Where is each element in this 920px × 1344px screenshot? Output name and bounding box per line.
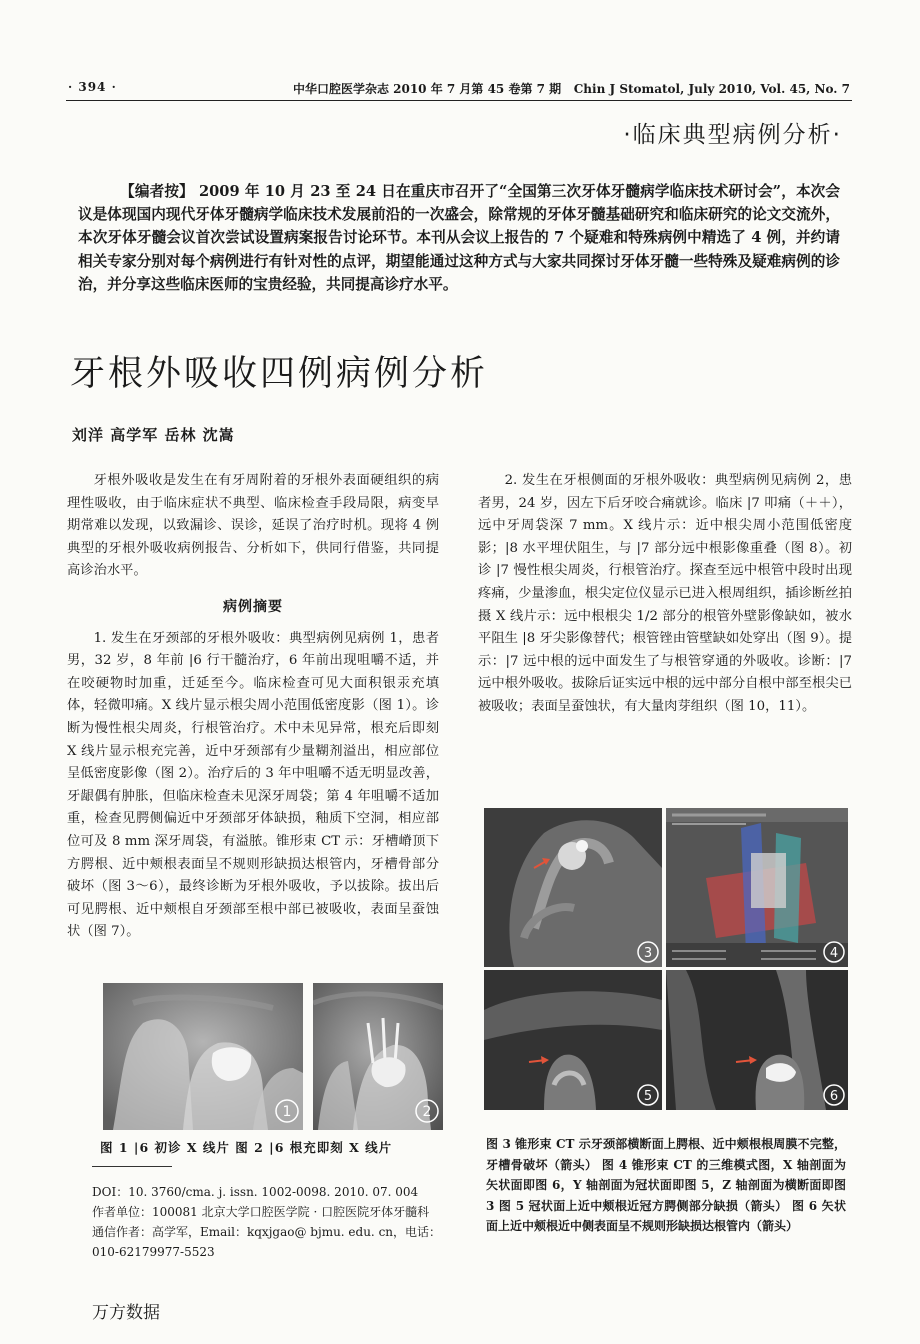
footnote-correspondence: 通信作者：高学军，Email：kqxjgao@ bjmu. edu. cn，电话：010-62179977-5523 xyxy=(92,1225,442,1259)
right-column xyxy=(478,470,852,719)
wanfang-watermark: 万方数据 xyxy=(92,1303,160,1323)
editor-note-label: 【编者按】 xyxy=(120,183,194,200)
figure-2-xray xyxy=(313,983,443,1130)
header-rule xyxy=(66,100,852,101)
figure-1-xray xyxy=(103,983,303,1130)
fig1-number: 1 xyxy=(282,1104,292,1120)
journal-cn: 中华口腔医学杂志 2010 年 7 月第 45 卷第 7 期 xyxy=(292,82,562,96)
figure-4-ct-3d-model xyxy=(666,808,848,967)
figure-3-ct-axial xyxy=(484,808,662,967)
figure-6-ct-sagittal xyxy=(666,970,848,1110)
intro-paragraph: 牙根外吸收是发生在有牙周附着的牙根外表面硬组织的病理性吸收，由于临床症状不典型、临床检查手段局限，病变早期常难以发现，以致漏诊、误诊，延误了治疗时机。现将 4 例典型的牙根外吸收病例报告、分析如下，供同行借鉴，共同提高诊治水平。 xyxy=(67,473,439,579)
fig2-number: 2 xyxy=(422,1104,432,1120)
footnote-affiliation: 作者单位：100081 北京大学口腔医学院 · 口腔医院牙体牙髓科 xyxy=(92,1205,430,1219)
page-number: · 394 · xyxy=(68,80,117,94)
case1-paragraph: 1. 发生在牙颈部的牙根外吸收：典型病例见病例 1，患者男，32 岁，8 年前 |6 行干髓治疗，6 年前出现咀嚼不适，并在咬硬物时加重，迁延至今。临床检查可见大面积银汞充填体，轻微叩痛。X 线片显示根尖周小范围低密度影（图 1）。诊断为慢性根尖周炎，行根管治疗。术中未见异常，根充后即刻 X 线片显示根充完善，近中牙颈部有少量糊剂溢出，相应部位呈低密度影像（图 2）。治疗后的 3 年中咀嚼不适无明显改善，牙龈偶有肿胀，但临床检查未见深牙周袋；第 4 年咀嚼不适加重，检查见腭侧偏近中牙颈部牙体缺损，釉质下空洞，相应部位可及 8 mm 深牙周袋，有溢脓。锥形束 CT 示：牙槽嵴顶下方腭根、近中颊根表面呈不规则形缺损达根管内，牙槽骨部分破坏（图 3～6），最终诊断为牙根外吸收，予以拔除。拔出后可见腭根、近中颊根自牙颈部至根中部已被吸收，表面呈蚕蚀状（图 7）。 xyxy=(67,630,439,940)
editor-note xyxy=(78,180,840,296)
section-tag: ·临床典型病例分析· xyxy=(623,122,842,148)
footnote-doi: DOI：10. 3760/cma. j. issn. 1002-0098. 2010. 07. 004 xyxy=(92,1185,419,1199)
fig4-number: 4 xyxy=(829,946,839,961)
left-column xyxy=(67,470,439,944)
journal-header xyxy=(293,80,850,97)
fig3-number: 3 xyxy=(643,946,653,961)
footnote-rule xyxy=(92,1166,172,1167)
journal-en: Chin J Stomatol, July 2010, Vol. 45, No. 7 xyxy=(573,82,850,96)
case2-paragraph: 2. 发生在牙根侧面的牙根外吸收：典型病例见病例 2，患者男，24 岁，因左下后牙咬合痛就诊。临床 |7 叩痛（＋＋），远中牙周袋深 7 mm。X 线片示：近中根尖周小范围低密度影；|8 水平埋伏阻生，与 |7 部分远中根影像重叠（图 8）。初诊 |7 慢性根尖周炎，行根管治疗。探查至远中根管中段时出现疼痛，少量渗血，根尖定位仪显示已进入根周组织，插诊断丝拍摄 X 线片示：远中根根尖 1/2 部分的根管外壁影像缺如，被水平阻生 |8 牙尖影像替代；根管锉由管壁缺如处穿出（图 9）。提示：|7 远中根的远中面发生了与根管穿通的外吸收。诊断：|7 远中根外吸收。拔除后证实远中根的远中部分自根中部至根尖已被吸收；表面呈蚕蚀状，有大量肉芽组织（图 10，11）。 xyxy=(478,473,852,714)
fig5-number: 5 xyxy=(643,1089,653,1104)
figure-5-ct-coronal xyxy=(484,970,662,1110)
article-authors: 刘洋 高学军 岳林 沈嵩 xyxy=(72,426,235,444)
figure-caption-right: 图 3 锥形束 CT 示牙颈部横断面上腭根、近中颊根根周膜不完整，牙槽骨破坏（箭头） 图 4 锥形束 CT 的三维模式图，X 轴剖面为矢状面即图 6，Y 轴剖面为冠状面即图 5，Z 轴剖面为横断面即图 3 图 5 冠状面上近中颊根近冠方腭侧部分缺损（箭头） 图 6 矢状面上近中颊根近中侧表面呈不规则形缺损达根管内（箭头） xyxy=(486,1137,846,1233)
fig6-number: 6 xyxy=(829,1089,839,1104)
figure-caption-left: 图 1 |6 初诊 X 线片 图 2 |6 根充即刻 X 线片 xyxy=(100,1140,393,1155)
article-title: 牙根外吸收四例病例分析 xyxy=(70,354,489,394)
editor-note-text: 2009 年 10 月 23 至 24 日在重庆市召开了“全国第三次牙体牙髓病学临床技术研讨会”，本次会议是体现国内现代牙体牙髓病学临床技术发展前沿的一次盛会，除常规的牙体牙髓基础研究和临床研究的论文交流外，本次牙体牙髓会议首次尝试设置病案报告讨论环节。本刊从会议上报告的 7 个疑难和特殊病例中精选了 4 例，并约请相关专家分别对每个病例进行有针对性的点评，期望能通过这种方式与大家共同探讨牙体牙髓一些特殊及疑难病例的诊治，并分享这些临床医师的宝贵经验，共同提高诊疗水平。 xyxy=(78,183,840,293)
section-heading: 病例摘要 xyxy=(223,598,283,615)
